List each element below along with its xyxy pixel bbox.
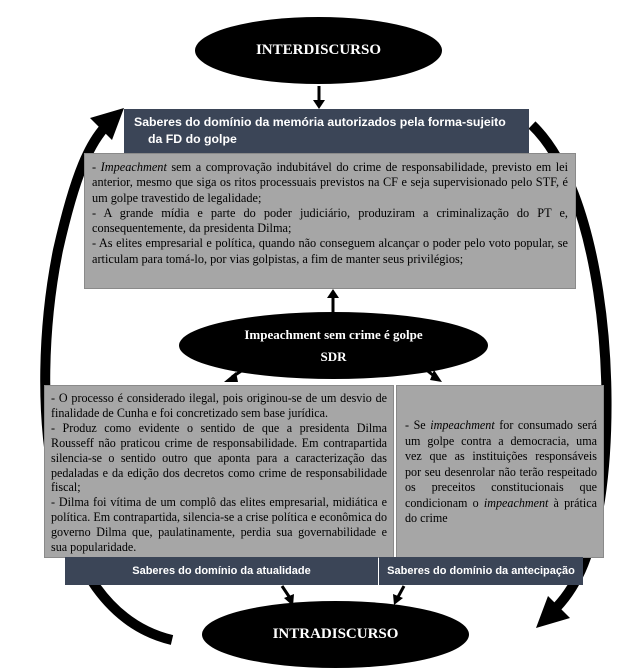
anticipation-footer-label: Saberes do domínio da antecipação	[387, 565, 575, 577]
actuality-box	[44, 385, 394, 558]
memory-item-1-text: sem a comprovação indubitável do crime de responsabilidade, previsto em lei anterior, mesmo que siga os ritos processuais previstos na CF e seja supervisionado pelo STF, é um golpe travestido de legalidade;	[92, 160, 568, 205]
actuality-footer	[65, 557, 378, 585]
memory-item-1: - Impeachment sem a comprovação indubitável do crime de responsabilidade, previsto em lei anterior, mesmo que siga os ritos processuais previstos na CF e seja supervisionado pelo STF, é um golpe travestido de legalidade;	[92, 160, 568, 205]
anticipation-text: - Se impeachment for consumado será um golpe contra a democracia, uma vez que as instituições responsáveis por seu desenrolar não terão respeitado os preceitos constitucionais que condicionam o impeachment à prática do crime	[405, 418, 598, 525]
interdiscurso-label: INTERDISCURSO	[255, 42, 382, 58]
sdr-title: Impeachment sem crime é golpe	[244, 326, 423, 342]
center-right-arrowhead	[430, 370, 442, 382]
anticipation-footer	[379, 557, 583, 585]
intradiscurso-label: INTRADISCURSO	[272, 626, 399, 642]
interdiscurso-ellipse	[195, 17, 442, 84]
memory-item-2: - A grande mídia e parte do poder judiciário, produziram a criminalização do PT e, consequentemente, da presidenta Dilma;	[92, 205, 568, 236]
actuality-footer-label: Saberes do domínio da atualidade	[132, 565, 311, 577]
center-left-arrowhead	[224, 372, 238, 382]
actuality-item-2: - Produz como evidente o sentido de que a presidenta Dilma Rousseff não praticou crime de responsabilidade. Em contrapartida silencia-se o sentido outro que aponta para a caracterização das pedaladas e da edição dos decretos como crime de responsabilidade fiscal;	[51, 420, 387, 495]
memory-item-3: - As elites empresarial e política, quando não conseguem alcançar o poder pelo voto popular, se articulam para tomá-lo, por vias golpistas, a fim de manter seus privilégios;	[92, 236, 568, 266]
memory-header-line2: da FD do golpe	[148, 132, 237, 146]
actuality-item-3: - Dilma foi vítima de um complô das elites empresarial, midiática e política. Em contrapartida, silencia-se a crise política e econômica do governo Dilma que, paulatinamente, perdia sua governabilidade e sua popularidade.	[51, 495, 387, 555]
anticipation-box	[396, 385, 604, 558]
sdr-subtitle: SDR	[320, 348, 347, 364]
memory-box	[84, 153, 576, 289]
memory-header-line1: Saberes do domínio da memória autorizados pela forma-sujeito	[134, 115, 506, 129]
center-up-arrowhead	[327, 289, 339, 298]
footer-right-down-arrow	[398, 586, 404, 597]
memory-header	[124, 109, 529, 153]
memory-item-1-emphasis: Impeachment	[100, 160, 167, 174]
anticipation-emphasis-2: impeachment	[483, 495, 549, 510]
top-down-arrowhead	[313, 100, 325, 109]
intradiscurso-ellipse	[202, 601, 469, 668]
sdr-ellipse	[179, 312, 488, 379]
anticipation-emphasis-1: impeachment	[430, 418, 495, 432]
actuality-item-1: - O processo é considerado ilegal, pois originou-se de um desvio de finalidade de Cunha e foi concretizado sem base jurídica.	[51, 391, 387, 420]
